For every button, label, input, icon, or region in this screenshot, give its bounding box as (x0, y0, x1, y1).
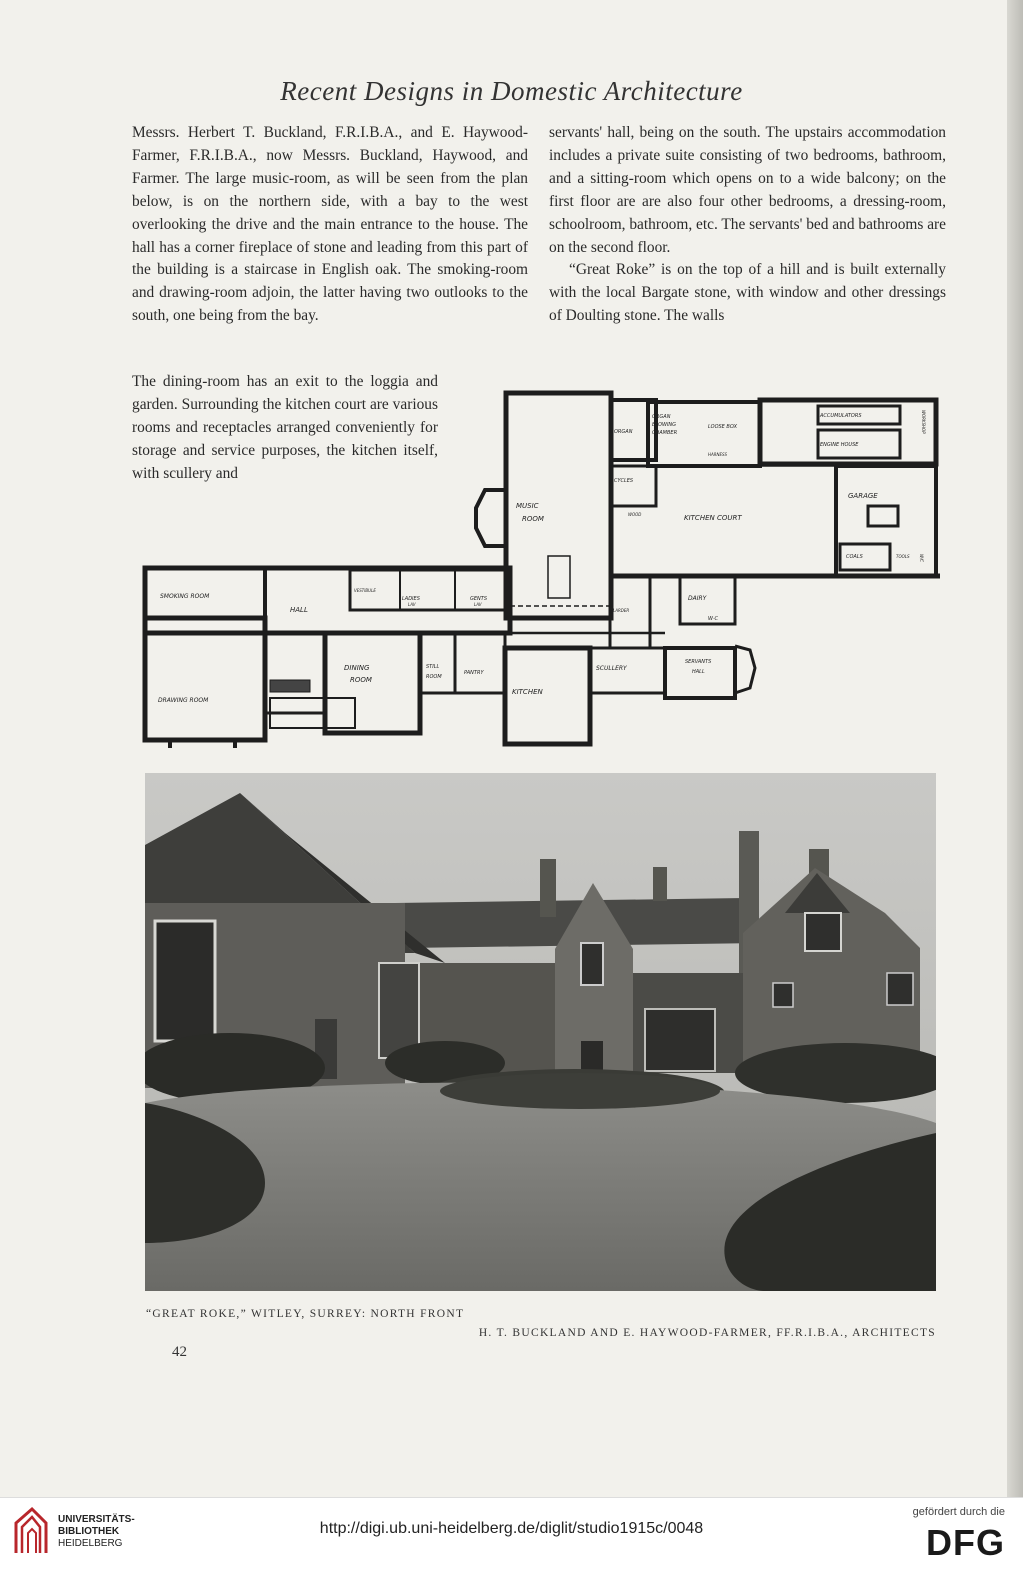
dfg-logo[interactable]: DFG (926, 1522, 1005, 1563)
library-footer (0, 1497, 1023, 1575)
plan-label-still-room: ROOM (426, 674, 442, 680)
plan-label-organ: ORGAN (614, 429, 633, 435)
plan-label-kitchen-court: KITCHEN COURT (684, 514, 742, 522)
plan-label-hall: HALL (290, 606, 308, 614)
plan-label-still: STILL (426, 664, 440, 670)
left-paragraph-1: Messrs. Herbert T. Buckland, F.R.I.B.A., and E. Haywood-Farmer, F.R.I.B.A., now Messrs. Buckland, Haywood, and Farmer. The large music-room, as will be seen from the plan below, is on the northern side, with a bay to the west overlooking the drive and the main entrance to the house. The hall has a corner fireplace of stone and leading from this part of the building is a staircase in English oak. The smoking-room and drawing-room adjoin, the latter having two outlooks to the south, one being from the bay. (132, 124, 528, 325)
page-edge-shadow (1007, 0, 1023, 1500)
plan-label-organ-2: ORGAN (652, 414, 671, 420)
plan-label-ladies-lav: LAV (408, 602, 416, 607)
plan-label-music: MUSIC (516, 502, 539, 510)
plan-label-engine-house: ENGINE HOUSE (820, 442, 859, 448)
plan-label-pantry: PANTRY (464, 670, 484, 676)
plan-label-servants-hall: HALL (692, 669, 705, 675)
plan-label-garage: GARAGE (848, 492, 878, 500)
page-title: Recent Designs in Domestic Architecture (280, 76, 743, 106)
ground-floor-plan (140, 388, 940, 748)
plan-label-dairy: DAIRY (688, 595, 707, 602)
plan-label-blowing: BLOWING (652, 422, 677, 428)
plan-label-tools: TOOLS (896, 554, 910, 559)
plan-label-drawing-room: DRAWING ROOM (158, 697, 209, 704)
plan-label-smoking-room: SMOKING ROOM (160, 593, 210, 600)
plan-label-dining-room: ROOM (350, 676, 372, 684)
plan-label-music-room: ROOM (522, 515, 544, 523)
north-front-photograph (145, 773, 936, 1291)
drawing-room-walls (145, 618, 265, 740)
plan-label-gents-lav: LAV (474, 602, 482, 607)
plan-label-loose-box: LOOSE BOX (708, 424, 738, 430)
plan-label-larder: LARDER (613, 608, 630, 613)
kitchen-walls (505, 648, 590, 744)
plan-label-wc: W·C (708, 616, 719, 622)
left-paragraph-2: The dining-room has an exit to the loggia and garden. Surrounding the kitchen court are various rooms and receptacles arranged conveniently for storage and service purposes, the kitchen itself, with scullery and (132, 373, 438, 482)
plan-label-chamber: CHAMBER (652, 430, 678, 436)
plan-label-workshop: WORKSHOP (921, 410, 926, 434)
plan-label-cycles: CYCLES (614, 478, 634, 484)
plan-label-harness: HARNESS (708, 452, 727, 457)
outbuilding-walls (760, 400, 936, 464)
dining-room-walls (325, 633, 420, 733)
uni-name-line-2: BIBLIOTHEK (58, 1526, 120, 1537)
uni-name-line-1: UNIVERSITÄTS- (58, 1514, 135, 1525)
plan-label-scullery: SCULLERY (596, 665, 627, 672)
plan-label-wc-short: W/C (919, 554, 924, 563)
plan-label-kitchen: KITCHEN (512, 688, 543, 696)
right-paragraph-2: “Great Roke” is on the top of a hill and is built externally with the local Bargate stone, with window and other dressings of Doulting stone. The walls (549, 261, 946, 325)
plan-label-dining: DINING (344, 664, 370, 672)
plan-label-coals: COALS (846, 554, 863, 560)
plan-label-gents: GENTS (470, 596, 488, 602)
right-paragraph-1: servants' hall, being on the south. The upstairs accommodation includes a private suite consisting of two bedrooms, bathroom, and a sitting-room which opens on to a wide balcony; on the first floor are are also four other bedrooms, a dressing-room, schoolroom, bathroom, etc. The servants' bed and bathrooms are on the second floor. (549, 124, 946, 256)
plan-label-wood: WOOD (628, 512, 642, 517)
left-column-text (132, 122, 528, 328)
right-column-text (549, 122, 946, 328)
permalink-url[interactable]: http://digi.ub.uni-heidelberg.de/diglit/studio1915c/0048 (319, 1520, 704, 1537)
uni-name-line-3: HEIDELBERG (58, 1538, 123, 1549)
plan-label-accumulators: ACCUMULATORS (820, 413, 862, 419)
page-number: 42 (172, 1344, 187, 1360)
plan-label-servants: SERVANTS (685, 659, 712, 665)
plan-label-vestibule: VESTIBULE (354, 588, 376, 593)
photo-caption-title: “GREAT ROKE,” WITLEY, SURREY: NORTH FRONT (146, 1308, 465, 1320)
funded-by-label: gefördert durch die (912, 1506, 1005, 1518)
photo-caption-architects: H. T. BUCKLAND AND E. HAYWOOD-FARMER, FF.R.I.B.A., ARCHITECTS (478, 1327, 936, 1339)
plan-label-ladies: LADIES (402, 596, 420, 602)
